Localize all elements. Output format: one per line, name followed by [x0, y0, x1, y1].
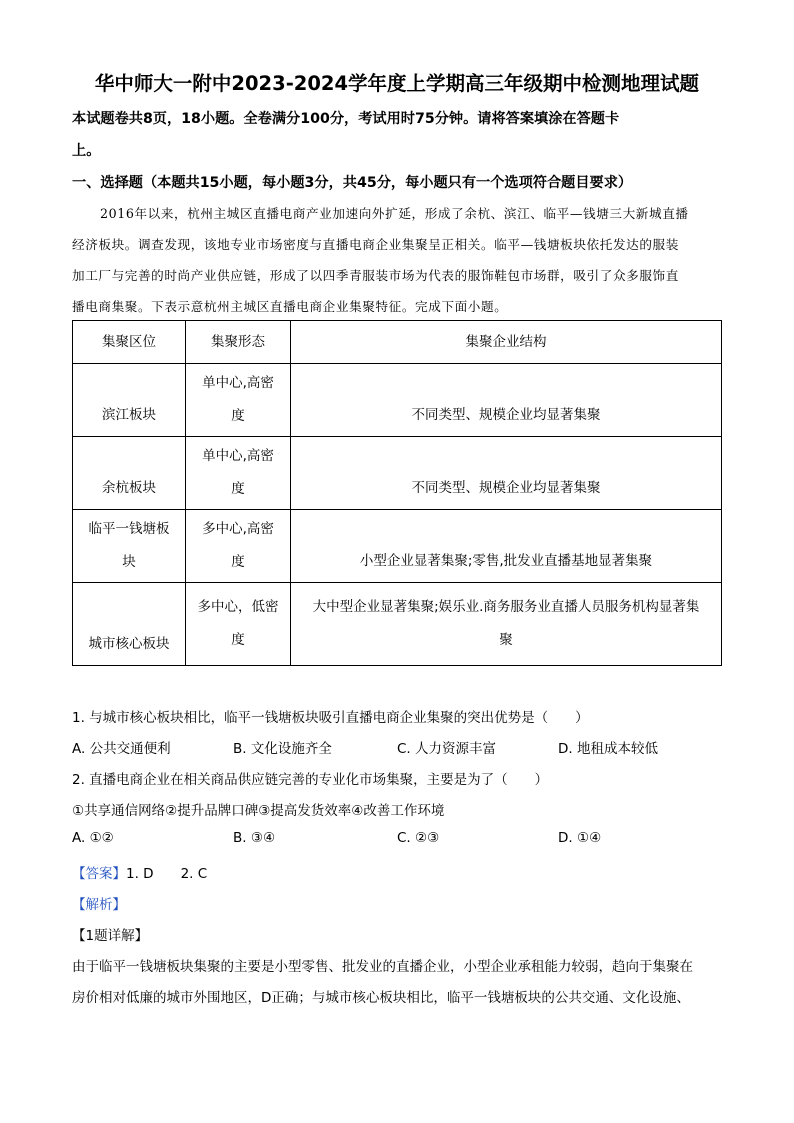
table-header-cell: 集聚企业结构: [291, 321, 722, 364]
table-cell-area: 城市核心板块: [73, 583, 186, 666]
page-title: 华中师大一附中2023-2024学年度上学期高三年级期中检测地理试题: [94, 72, 700, 95]
q2-option-d: D. ①④: [558, 830, 602, 846]
form-line: 单中心,高密: [202, 375, 274, 391]
table-cell-structure: 小型企业显著集聚;零售,批发业直播基地显著集聚: [291, 510, 722, 583]
intro-line-1: 2016年以来，杭州主城区直播电商产业加速向外扩延，形成了余杭、滨江、临平—钱塘三大新城直播: [100, 206, 689, 221]
table-row: [73, 437, 722, 510]
q1-option-d: D. 地租成本较低: [558, 741, 658, 757]
area-line: 块: [122, 554, 136, 570]
question-2-stem: 2. 直播电商企业在相关商品供应链完善的专业化市场集聚，主要是为了（ ）: [72, 772, 549, 788]
question-1-stem: 1. 与城市核心板块相比，临平一钱塘板块吸引直播电商企业集聚的突出优势是（ ）: [72, 710, 589, 726]
intro-line-2: 经济板块。调查发现，该地专业市场密度与直播电商企业集聚呈正相关。临平—钱塘板块依托发达的服装: [72, 237, 679, 252]
detail-heading: 【1题详解】: [72, 928, 149, 944]
form-line: 多中心,高密: [202, 521, 274, 537]
structure-line: 大中型企业显著集聚;娱乐业.商务服务业直播人员服务机构显著集: [312, 599, 700, 615]
answer-tag: 【答案】: [72, 866, 126, 882]
intro-line-3: 加工厂与完善的时尚产业供应链，形成了以四季青服装市场为代表的服饰鞋包市场群，吸引了众多服饰直: [72, 268, 679, 283]
table-cell-form: [186, 510, 291, 583]
q2-option-c: C. ②③: [397, 830, 440, 846]
table-cell-area: [73, 510, 186, 583]
table-cell-structure: [291, 583, 722, 666]
form-line: 度: [231, 481, 245, 497]
cluster-table: [72, 320, 722, 666]
q2-option-a: A. ①②: [72, 830, 114, 846]
answer-text: 1. D 2. C: [126, 866, 208, 882]
table-cell-form: [186, 437, 291, 510]
q1-option-a: A. 公共交通便利: [72, 741, 171, 757]
table-cell-structure: 不同类型、规模企业均显著集聚: [291, 437, 722, 510]
table-row: [73, 364, 722, 437]
q1-option-c: C. 人力资源丰富: [397, 741, 497, 757]
form-line: 度: [231, 554, 245, 570]
analysis-line: [72, 893, 722, 913]
section-heading: 一、选择题（本题共15小题，每小题3分，共45分，每小题只有一个选项符合题目要求）: [72, 175, 633, 191]
instruction-line-2: 上。: [72, 143, 101, 159]
table-cell-area: 滨江板块: [73, 364, 186, 437]
detail-line-2: 房价相对低廉的城市外围地区，D正确；与城市核心板块相比，临平一钱塘板块的公共交通、文化设施、: [72, 990, 690, 1006]
instruction-line-1: 本试题卷共8页，18小题。全卷满分100分，考试用时75分钟。请将答案填涂在答题卡: [72, 111, 620, 127]
form-line: 度: [231, 408, 245, 424]
table-row: [73, 510, 722, 583]
table-header-cell: 集聚区位: [73, 321, 186, 364]
table-cell-structure: 不同类型、规模企业均显著集聚: [291, 364, 722, 437]
table-header-cell: 集聚形态: [186, 321, 291, 364]
q1-option-b: B. 文化设施齐全: [233, 741, 332, 757]
structure-line: 聚: [499, 632, 513, 648]
table-cell-area: 余杭板块: [73, 437, 186, 510]
table-row: [73, 583, 722, 666]
q2-option-b: B. ③④: [233, 830, 276, 846]
question-2-choices: ①共享通信网络②提升品牌口碑③提高发货效率④改善工作环境: [72, 803, 445, 819]
detail-line-1: 由于临平一钱塘板块集聚的主要是小型零售、批发业的直播企业，小型企业承租能力较弱，趋向于集聚在: [72, 959, 693, 975]
intro-line-4: 播电商集聚。下表示意杭州主城区直播电商企业集聚特征。完成下面小题。: [72, 299, 508, 314]
table-cell-form: [186, 583, 291, 666]
answer-line: [72, 862, 722, 882]
form-line: 度: [231, 632, 245, 648]
table-header-row: [73, 321, 722, 364]
area-line: 临平一钱塘板: [88, 521, 170, 537]
form-line: 单中心,高密: [202, 448, 274, 464]
form-line: 多中心，低密: [197, 599, 279, 615]
analysis-tag: 【解析】: [72, 897, 126, 913]
table-cell-form: [186, 364, 291, 437]
